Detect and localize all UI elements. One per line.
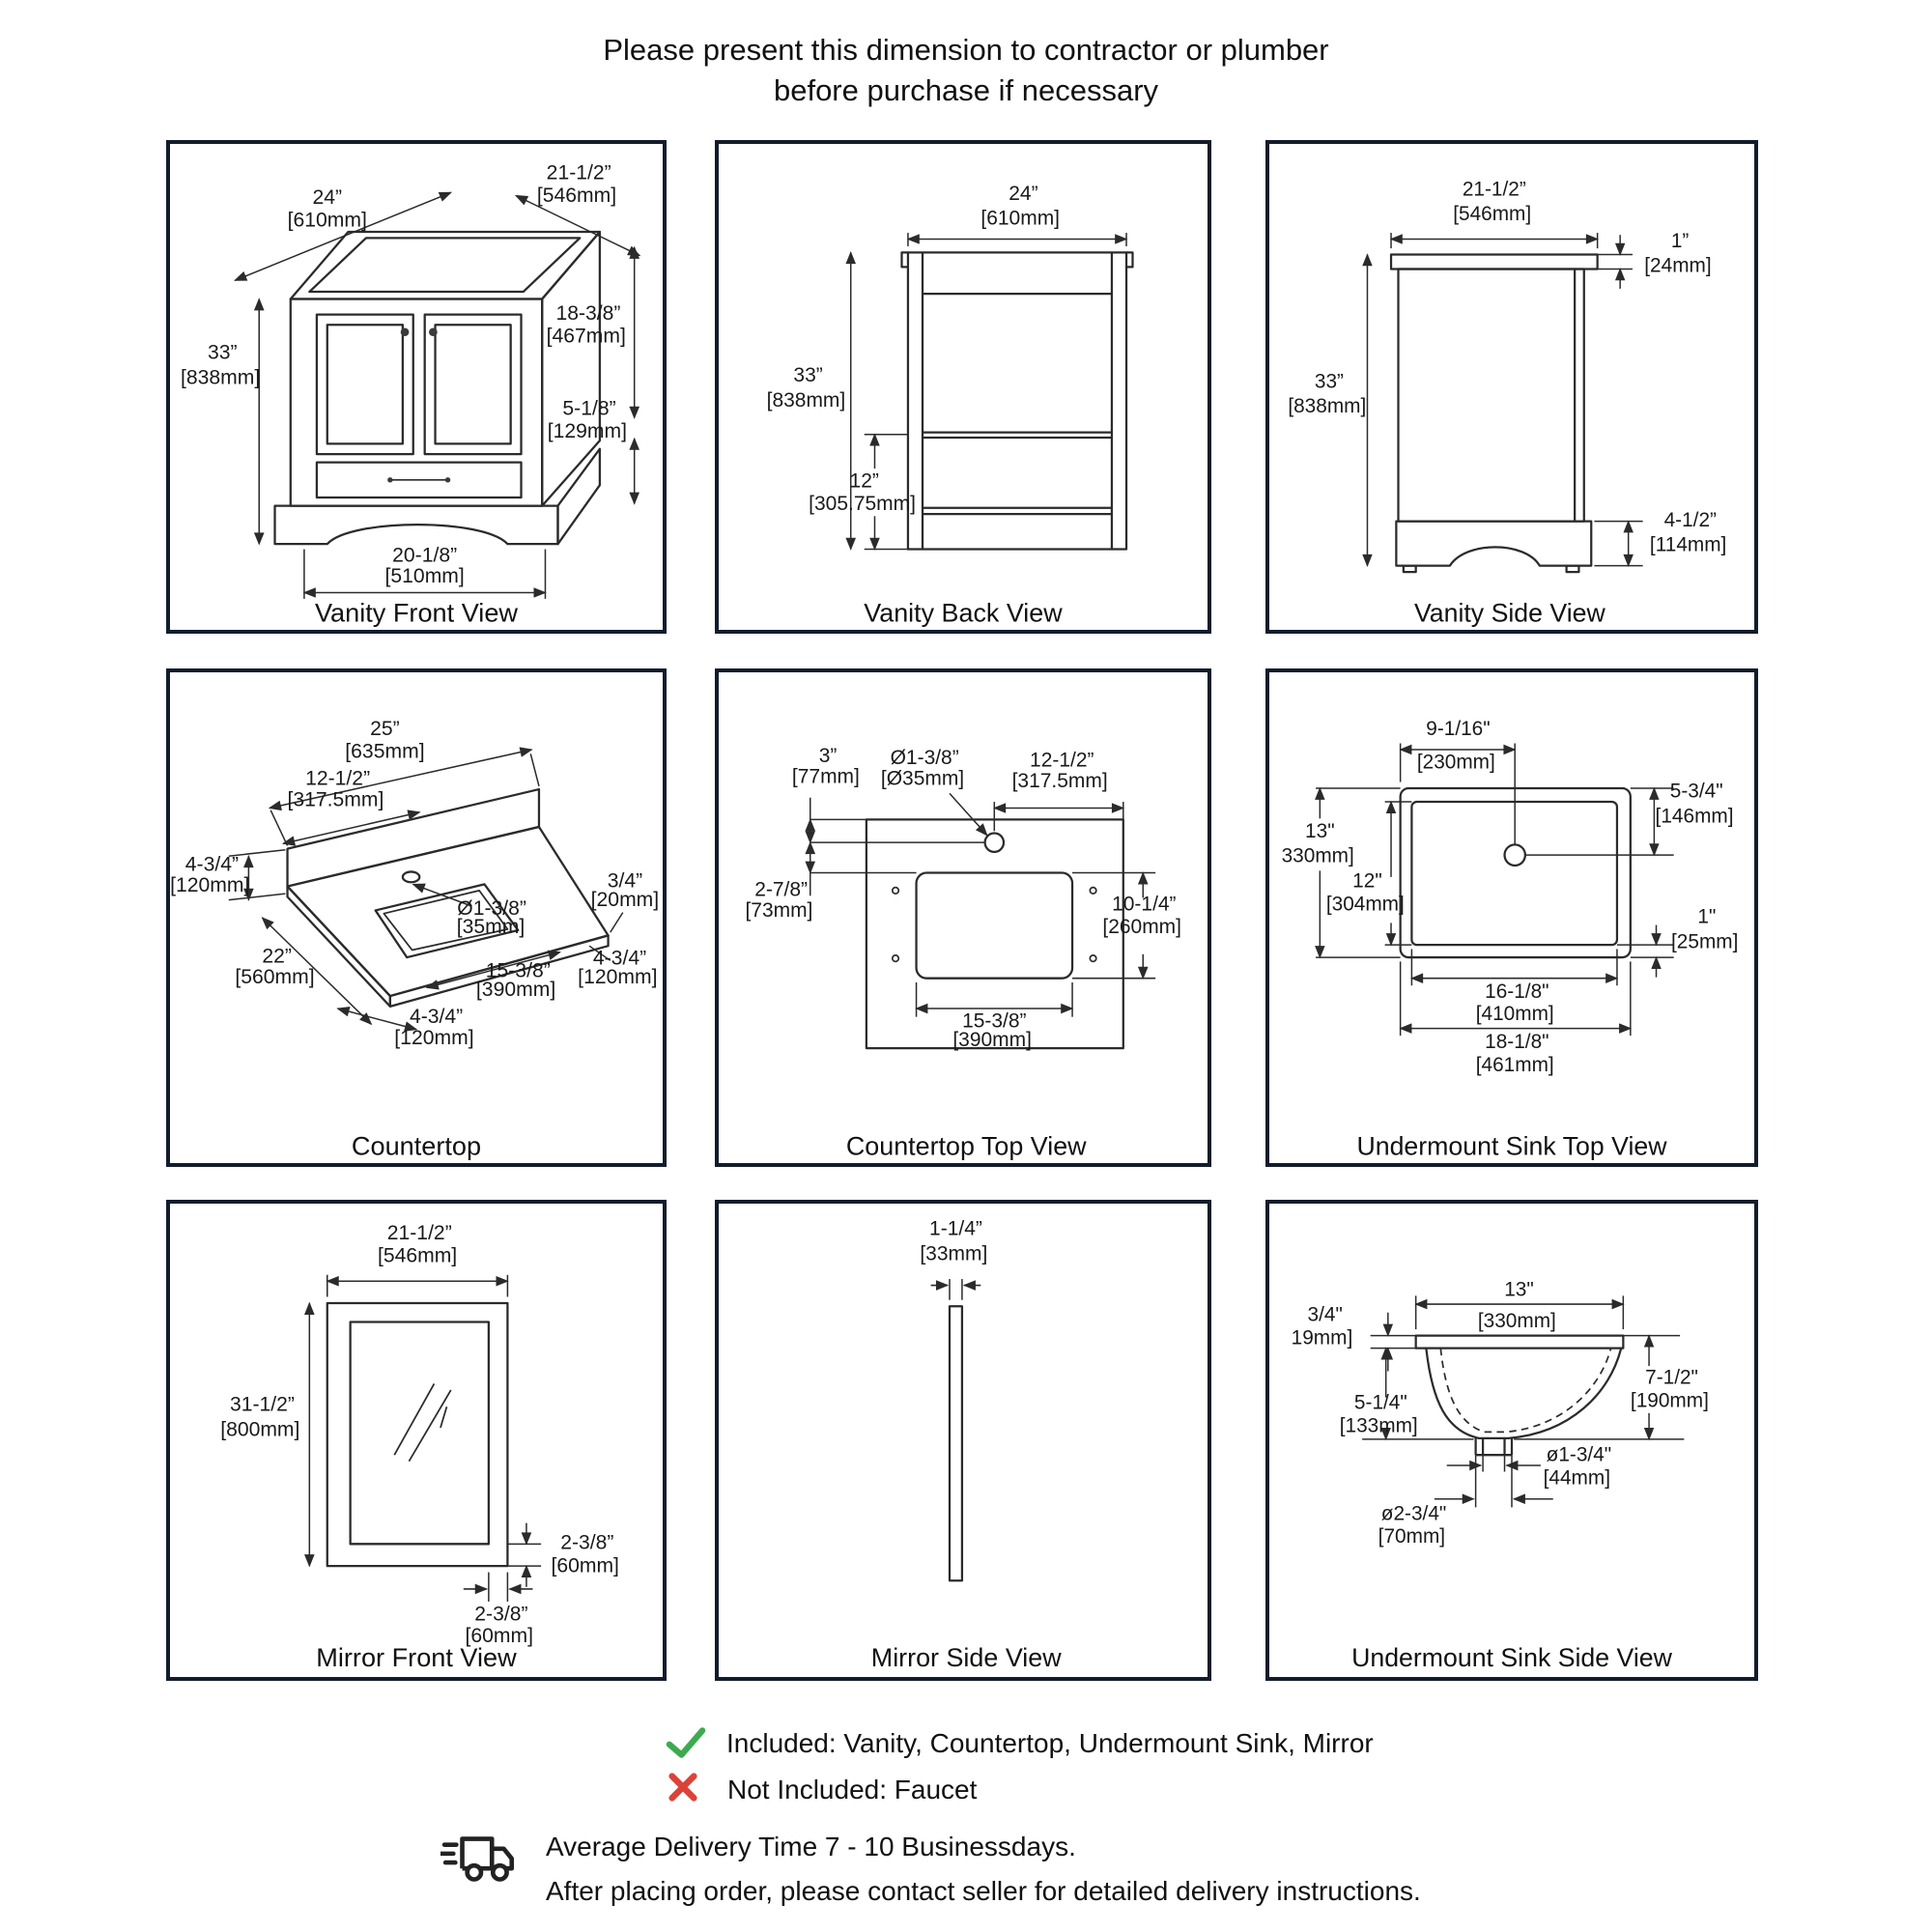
dim-ss-drain2-mm: [70mm] xyxy=(1378,1525,1446,1548)
dim-ss-total-mm: [190mm] xyxy=(1630,1389,1709,1412)
delivery-line-1: Average Delivery Time 7 - 10 Businessdays. xyxy=(546,1832,1076,1861)
dim-lines xyxy=(931,1279,981,1300)
panel-title: Vanity Front View xyxy=(314,598,519,628)
check-icon xyxy=(665,1725,707,1760)
dim-lines xyxy=(1367,233,1642,566)
dim-ct-width-in: 25” xyxy=(370,717,400,740)
dim-vf-base-mm: [510mm] xyxy=(384,564,465,587)
dim-vs-height-in: 33” xyxy=(1314,370,1344,393)
dim-mf-stile-in: 2-3/8” xyxy=(474,1603,528,1626)
dim-ms-thickness-in: 1-1/4” xyxy=(929,1217,982,1240)
vanity-back-drawing xyxy=(719,144,1208,630)
dim-ss-flange-in: 3/4" xyxy=(1307,1303,1343,1326)
dim-ct2-cutw-in: 15-3/8” xyxy=(962,1009,1027,1033)
dim-vf-width-in: 24” xyxy=(312,186,343,210)
dim-ct2-offset-mm: [77mm] xyxy=(791,765,860,788)
panel-title: Vanity Side View xyxy=(1413,598,1605,628)
delivery-truck-icon xyxy=(440,1828,524,1889)
dim-ct-center-in: 12-1/2” xyxy=(305,767,371,790)
dim-st-drainy-in: 5-3/4" xyxy=(1669,780,1723,803)
dim-ct-front-in: 4-3/4” xyxy=(409,1006,464,1029)
dim-mf-height-in: 31-1/2” xyxy=(230,1393,295,1416)
panel-title: Countertop xyxy=(351,1130,482,1161)
dim-vs-base-in: 4-1/2” xyxy=(1663,508,1717,531)
dim-ss-total-in: 7-1/2" xyxy=(1645,1366,1698,1389)
dim-ct-side-in: 4-3/4” xyxy=(592,947,647,970)
dim-ct-width-mm: [635mm] xyxy=(345,740,425,763)
dim-mf-height-mm: [800mm] xyxy=(220,1418,300,1441)
panel-sink-top xyxy=(1265,668,1758,1167)
dim-ct2-offset-in: 3” xyxy=(818,744,838,767)
dim-vf-depth-mm: [546mm] xyxy=(536,185,617,207)
dim-st-lip-mm: [25mm] xyxy=(1671,930,1739,953)
dim-st-lip-in: 1" xyxy=(1697,905,1717,928)
panel-vanity-front xyxy=(166,140,667,634)
dim-ct2-cutd-in: 10-1/4” xyxy=(1112,893,1177,916)
delivery-line-2: After placing order, please contact seller for detailed delivery instructions. xyxy=(546,1876,1421,1906)
panel-vanity-side xyxy=(1265,140,1758,634)
dim-vf-drawer-in: 5-1/8” xyxy=(562,397,616,420)
dim-mf-rail-mm: [60mm] xyxy=(551,1554,619,1577)
dim-mf-stile-mm: [60mm] xyxy=(465,1625,533,1648)
dim-ss-flange-mm: 19mm] xyxy=(1291,1326,1353,1350)
dim-st-ow-mm: [461mm] xyxy=(1475,1053,1554,1076)
dim-vb-height-mm: [838mm] xyxy=(766,388,846,412)
dim-st-drainy-mm: [146mm] xyxy=(1655,805,1734,828)
dim-vs-top-in: 1” xyxy=(1670,230,1690,253)
not-included-text: Not Included: Faucet xyxy=(727,1775,978,1804)
dim-ss-width-mm: [330mm] xyxy=(1477,1309,1556,1332)
dim-ss-depth-mm: [133mm] xyxy=(1339,1414,1418,1437)
dim-st-od-mm: 330mm] xyxy=(1281,844,1354,867)
header-line-1: Please present this dimension to contractor or plumber xyxy=(603,33,1329,67)
dim-vf-door-mm: [467mm] xyxy=(546,325,626,348)
dim-st-od-in: 13" xyxy=(1305,819,1335,842)
dim-ct-splash-in: 4-3/4” xyxy=(185,853,240,876)
panel-title: Mirror Front View xyxy=(316,1642,517,1673)
dim-ct2-cutw-mm: [390mm] xyxy=(952,1028,1032,1051)
panel-title: Vanity Back View xyxy=(864,598,1063,628)
dim-vb-height-in: 33” xyxy=(793,364,823,387)
dim-st-ow-in: 18-1/8" xyxy=(1485,1030,1549,1054)
dim-mf-width-mm: [546mm] xyxy=(377,1244,458,1267)
dim-vf-drawer-mm: [129mm] xyxy=(547,420,628,442)
dim-ct2-center-in: 12-1/2” xyxy=(1030,749,1094,772)
mirror-front-drawing xyxy=(170,1204,663,1677)
dim-st-drainx-mm: [230mm] xyxy=(1416,751,1495,774)
dim-ct2-center-mm: [317.5mm] xyxy=(1011,769,1108,792)
dim-vf-height-in: 33” xyxy=(207,341,238,364)
dim-vb-width-in: 24” xyxy=(1009,182,1038,205)
dim-vf-door-in: 18-3/8” xyxy=(555,302,621,325)
sink-side-drawing xyxy=(1269,1204,1754,1677)
dim-ct-edge-in: 3/4” xyxy=(607,869,643,893)
panel-title: Undermount Sink Top View xyxy=(1356,1131,1667,1161)
sink-top-drawing xyxy=(1269,672,1754,1163)
dim-ss-drain1-in: ø1-3/4" xyxy=(1546,1443,1612,1466)
dim-mf-width-in: 21-1/2” xyxy=(386,1221,452,1244)
panel-title: Mirror Side View xyxy=(870,1643,1062,1673)
dim-ct2-back-in: 2-7/8” xyxy=(754,878,808,901)
included-text: Included: Vanity, Countertop, Undermount Sink, Mirror xyxy=(726,1728,1374,1758)
dim-vb-clearance-in: 12” xyxy=(849,469,879,493)
dim-vs-depth-in: 21-1/2” xyxy=(1462,178,1526,201)
dim-vf-width-mm: [610mm] xyxy=(287,209,367,232)
dim-lines xyxy=(810,793,1155,1016)
dim-vb-width-mm: [610mm] xyxy=(980,207,1061,230)
panel-mirror-side xyxy=(715,1200,1211,1681)
dim-ct2-back-mm: [73mm] xyxy=(745,898,813,922)
dim-vf-base-in: 20-1/8” xyxy=(392,544,458,567)
dim-ct-front-mm: [120mm] xyxy=(394,1026,474,1049)
dim-ss-width-in: 13" xyxy=(1504,1278,1534,1301)
dim-lines xyxy=(309,1275,541,1602)
dim-st-iw-mm: [410mm] xyxy=(1475,1002,1554,1025)
panel-countertop-top xyxy=(715,668,1211,1167)
vanity-front-drawing xyxy=(170,144,663,630)
dim-ms-thickness-mm: [33mm] xyxy=(920,1242,988,1265)
dim-ct-side-mm: [120mm] xyxy=(578,966,658,989)
dim-ss-depth-in: 5-1/4" xyxy=(1353,1391,1407,1414)
dim-vb-clearance-mm: [305.75mm] xyxy=(809,492,916,515)
dim-st-id-mm: [304mm] xyxy=(1325,893,1405,916)
vanity-side-drawing xyxy=(1269,144,1754,630)
dim-vf-height-mm: [838mm] xyxy=(180,366,261,389)
dim-vs-height-mm: [838mm] xyxy=(1288,395,1367,418)
dim-vs-depth-mm: [546mm] xyxy=(1453,203,1532,226)
dim-ct2-hole-mm: [Ø35mm] xyxy=(880,767,965,790)
panel-vanity-back xyxy=(715,140,1211,634)
dim-ct-center-mm: [317.5mm] xyxy=(287,788,384,811)
countertop-drawing xyxy=(170,672,663,1163)
dim-ct-splash-mm: [120mm] xyxy=(170,874,250,896)
dim-mf-rail-in: 2-3/8” xyxy=(560,1531,614,1554)
dim-lines xyxy=(235,192,639,599)
panel-title: Countertop Top View xyxy=(845,1131,1087,1161)
dim-vf-depth-in: 21-1/2” xyxy=(546,161,611,185)
panel-title: Undermount Sink Side View xyxy=(1351,1642,1672,1673)
cross-icon xyxy=(667,1772,699,1803)
panel-mirror-front xyxy=(166,1200,667,1681)
dim-ct-cutout-mm: [390mm] xyxy=(475,979,556,1002)
dim-ct2-cutd-mm: [260mm] xyxy=(1102,916,1181,939)
dim-vs-top-mm: [24mm] xyxy=(1644,254,1712,277)
dim-ct-hole-in: Ø1-3/8” xyxy=(457,896,526,920)
countertop-top-drawing xyxy=(719,672,1208,1163)
header-line-2: before purchase if necessary xyxy=(773,73,1159,107)
dim-st-iw-in: 16-1/8" xyxy=(1485,980,1549,1004)
dim-ss-drain1-mm: [44mm] xyxy=(1543,1466,1610,1490)
dim-ct-hole-mm: [35mm] xyxy=(456,916,526,939)
dim-st-drainx-in: 9-1/16" xyxy=(1426,717,1491,740)
dim-ct-edge-mm: [20mm] xyxy=(590,889,660,912)
dim-vs-base-mm: [114mm] xyxy=(1649,533,1727,556)
dim-ct-depth-in: 22” xyxy=(262,945,292,968)
panel-countertop xyxy=(166,668,667,1167)
mirror-side-drawing xyxy=(719,1204,1208,1677)
dim-st-id-in: 12" xyxy=(1352,869,1382,893)
dim-ct-depth-mm: [560mm] xyxy=(235,966,315,989)
dim-ss-drain2-in: ø2-3/4" xyxy=(1380,1502,1447,1525)
dim-ct2-hole-in: Ø1-3/8” xyxy=(890,747,959,770)
panel-sink-side xyxy=(1265,1200,1758,1681)
dim-ct-cutout-in: 15-3/8” xyxy=(485,959,551,982)
